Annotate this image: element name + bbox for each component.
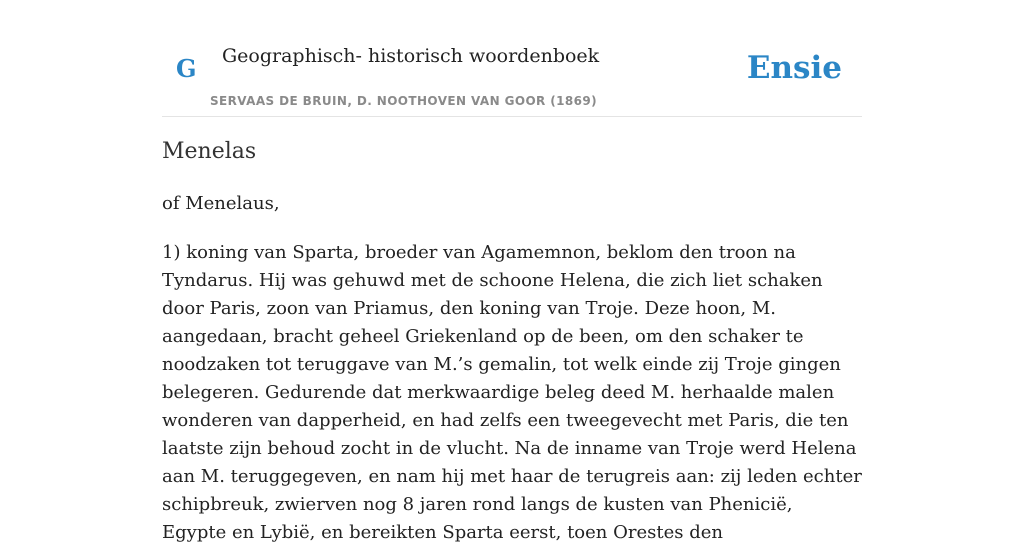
entry-body: 1) koning van Sparta, broeder van Agamemnon, beklom den troon na Tyndarus. Hij was gehuwd met de schoone Helena, die zich liet schaken door Paris, zoon van Priamus, den koning van Troje. Deze hoon, M. aangedaan, bracht geheel Griekenland op de been, om den schaker te noodzaken tot teruggave van M.’s gemalin, tot welk einde zij Troje gingen belegeren. Gedurende dat merkwaardige beleg deed M. herhaalde malen wonderen van dapperheid, en had zelfs een tweegevecht met Paris, die ten laatste zijn behoud zocht in de vlucht. Na de inname van Troje werd Helena aan M. teruggegeven, en nam hij met haar de terugreis aan: zij leden echter schipbreuk, zwierven nog 8 jaren rond langs de kusten van Phenicië, Egypte en Lybië, en bereikten Sparta eerst, toen Orestes den bbox=[162, 242, 862, 543]
ensie-logo-link[interactable]: Ensie bbox=[746, 50, 842, 86]
book-authors: SERVAAS DE BRUIN, D. NOOTHOVEN VAN GOOR (1869) bbox=[210, 94, 598, 108]
header bbox=[162, 0, 862, 117]
book-logo[interactable]: G bbox=[176, 54, 197, 83]
page bbox=[162, 0, 862, 543]
book-title-link[interactable]: Geographisch- historisch woordenboek bbox=[222, 45, 600, 67]
entry-title: Menelas bbox=[162, 139, 257, 164]
entry-variant: of Menelaus, bbox=[162, 193, 280, 214]
